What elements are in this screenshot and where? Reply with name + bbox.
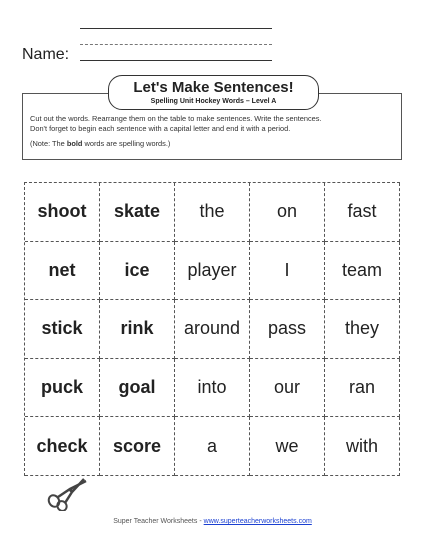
note-bold-word: bold [66, 139, 83, 148]
footer-separator: - [199, 518, 202, 525]
name-line-top [80, 28, 272, 29]
word-card[interactable]: they [325, 300, 400, 359]
word-card[interactable]: I [250, 242, 325, 301]
word-card[interactable]: puck [25, 359, 100, 418]
scissors-icon [46, 477, 88, 511]
instructions-note [30, 139, 395, 149]
worksheet-subtitle: Spelling Unit Hockey Words – Level A [150, 98, 277, 105]
word-card[interactable]: rink [100, 300, 175, 359]
title-box [108, 75, 319, 110]
word-card[interactable]: shoot [25, 183, 100, 242]
word-card[interactable]: around [175, 300, 250, 359]
word-card[interactable]: into [175, 359, 250, 418]
word-card[interactable]: we [250, 417, 325, 476]
word-card[interactable]: score [100, 417, 175, 476]
instructions-line-1: Cut out the words. Rearrange them on the table to make sentences. Write the sentences. [30, 114, 322, 123]
name-lines [80, 28, 272, 61]
name-line-dashed [80, 44, 272, 45]
word-card[interactable]: stick [25, 300, 100, 359]
word-card[interactable]: pass [250, 300, 325, 359]
word-card[interactable]: fast [325, 183, 400, 242]
footer-site-name: Super Teacher Worksheets [113, 518, 198, 525]
word-card[interactable]: on [250, 183, 325, 242]
word-card[interactable]: check [25, 417, 100, 476]
name-line-bottom[interactable] [80, 60, 272, 61]
word-card[interactable]: team [325, 242, 400, 301]
footer [0, 518, 425, 525]
word-card[interactable]: ice [100, 242, 175, 301]
word-card[interactable]: net [25, 242, 100, 301]
note-suffix: words are spelling words.) [82, 139, 171, 148]
note-prefix: (Note: The [30, 139, 67, 148]
word-card[interactable]: our [250, 359, 325, 418]
word-card[interactable]: with [325, 417, 400, 476]
name-label: Name: [22, 46, 70, 63]
word-card[interactable]: ran [325, 359, 400, 418]
word-card[interactable]: goal [100, 359, 175, 418]
word-grid [24, 182, 400, 476]
worksheet-title: Let's Make Sentences! [133, 79, 294, 96]
word-card[interactable]: a [175, 417, 250, 476]
instructions-line-2: Don't forget to begin each sentence with a capital letter and end it with a period. [30, 123, 291, 133]
footer-url-link[interactable]: www.superteacherworksheets.com [203, 518, 312, 525]
word-card[interactable]: skate [100, 183, 175, 242]
word-card[interactable]: player [175, 242, 250, 301]
word-card[interactable]: the [175, 183, 250, 242]
